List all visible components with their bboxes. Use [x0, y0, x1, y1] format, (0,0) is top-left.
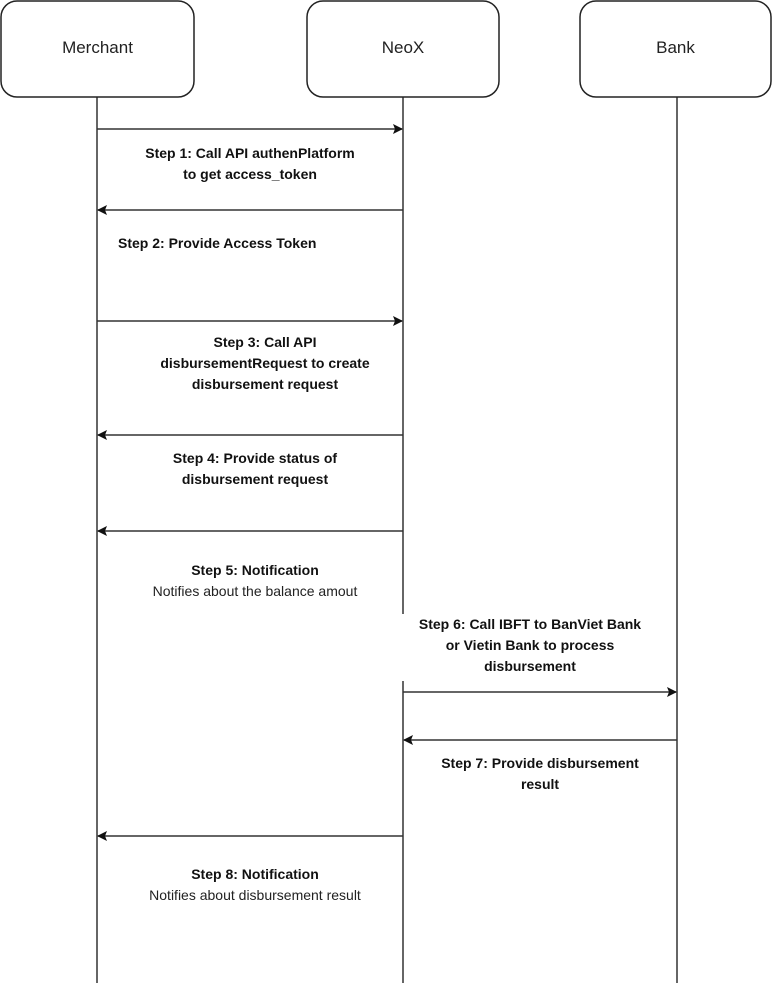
message-text: disbursement request	[191, 376, 339, 392]
message-text: Step 8: Notification	[191, 866, 319, 882]
message-detail: Notifies about the balance amout	[152, 583, 358, 599]
message-label-step-1	[145, 145, 355, 182]
message-label-step-7	[409, 753, 671, 799]
message-text: disbursementRequest to create	[160, 355, 370, 371]
message-text: or Vietin Bank to process	[445, 637, 615, 653]
message-label-step-4	[173, 450, 337, 487]
message-text: Step 4: Provide status of	[172, 450, 338, 466]
message-label-step-2	[118, 235, 316, 251]
message-text: Step 3: Call API	[213, 334, 317, 350]
message-label-step-5	[153, 562, 358, 599]
message-text: to get access_token	[183, 166, 317, 182]
participant-label: Bank	[656, 38, 695, 57]
message-text: result	[520, 776, 560, 792]
participant-label: Merchant	[62, 38, 133, 57]
message-label-step-8	[149, 866, 361, 903]
participant-merchant	[1, 1, 194, 97]
message-text: Step 7: Provide disbursement	[441, 755, 639, 771]
message-text: Step 1: Call API authenPlatform	[145, 145, 355, 161]
message-text: Step 2: Provide Access Token	[118, 235, 317, 251]
participant-label: NeoX	[381, 38, 425, 57]
message-text: Step 5: Notification	[191, 562, 319, 578]
message-text: Step 6: Call IBFT to BanViet Bank	[418, 616, 642, 632]
participant-neox	[307, 1, 499, 97]
message-detail: Notifies about disbursement result	[149, 887, 361, 903]
message-label-step-3	[160, 334, 369, 392]
message-text: disbursement request	[181, 471, 329, 487]
participant-bank	[580, 1, 771, 97]
message-label-step-6	[389, 614, 671, 681]
message-text: disbursement	[484, 658, 576, 674]
